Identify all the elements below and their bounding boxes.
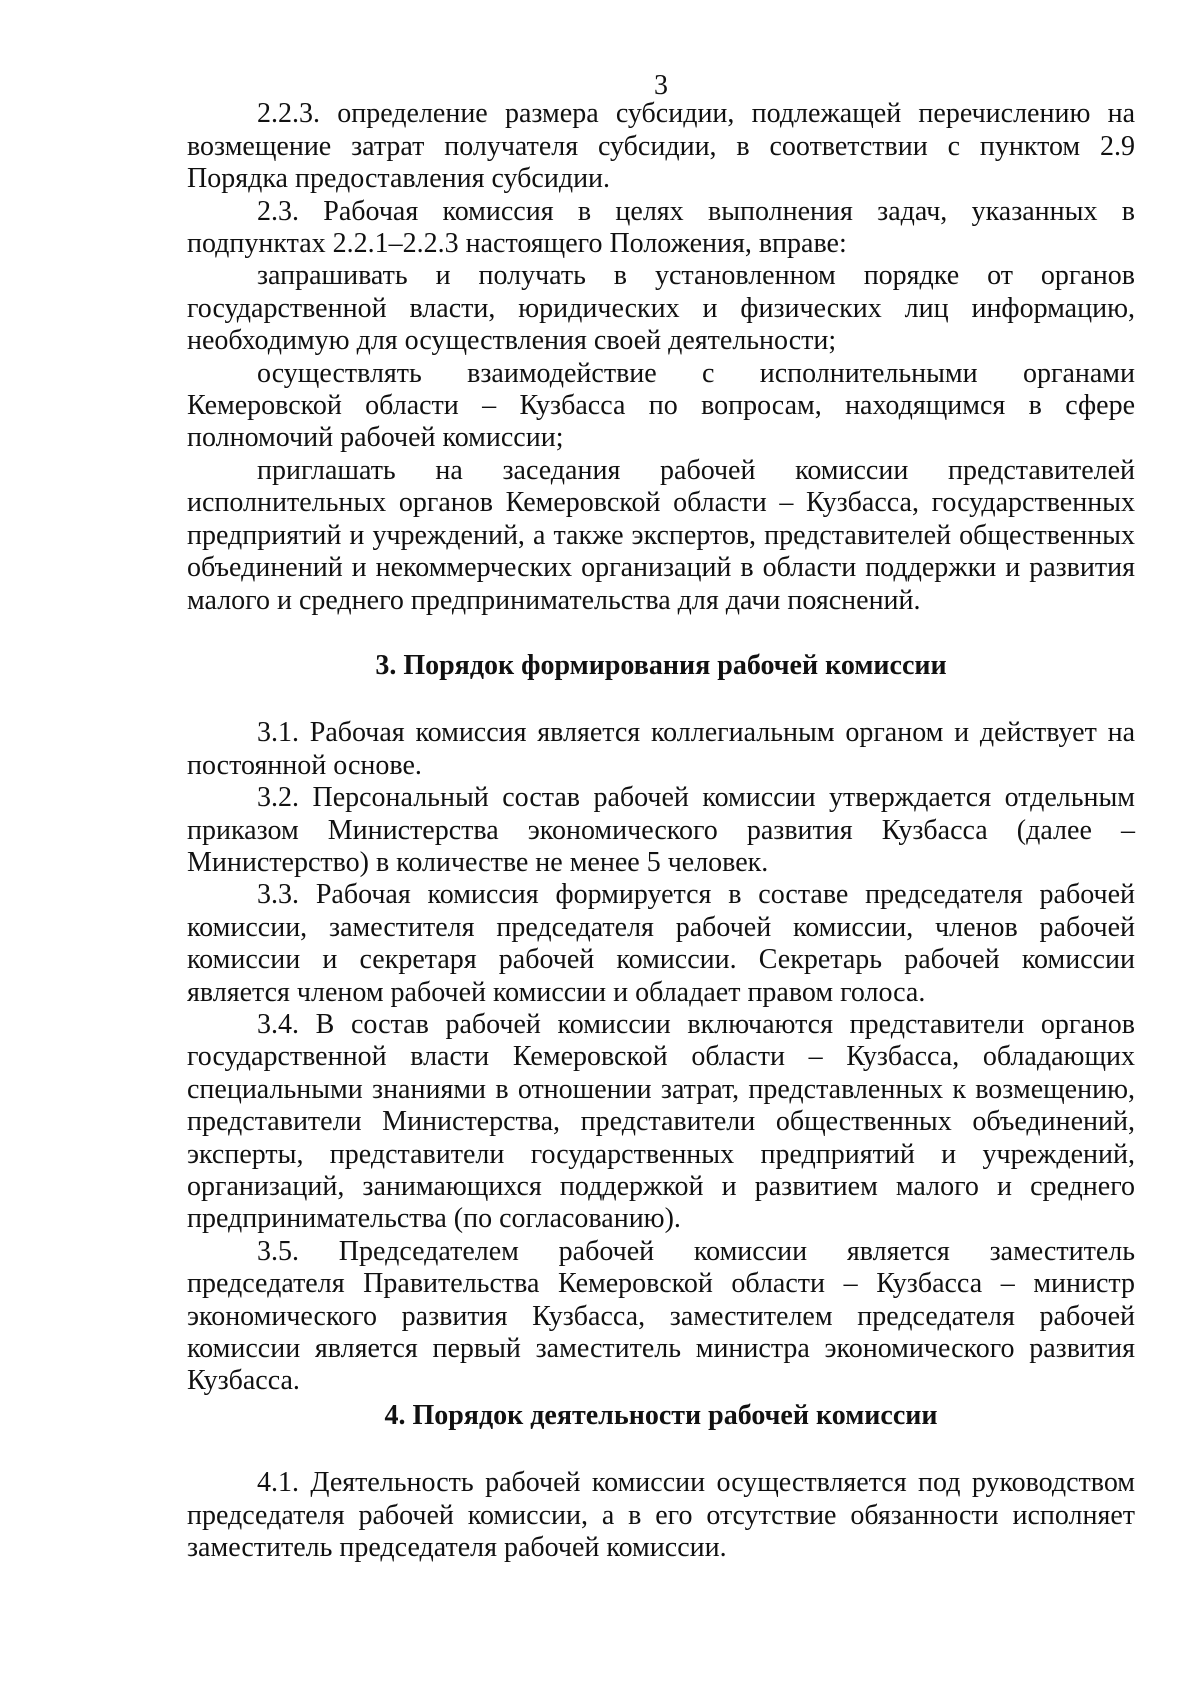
paragraph-2-2-3: 2.2.3. определение размера субсидии, подлежащей перечислению на возмещение затрат получателя субсидии, в соответствии с пунктом 2.9 Порядка предоставления субсидии. xyxy=(187,98,1135,195)
paragraph-4-1: 4.1. Деятельность рабочей комиссии осуществляется под руководством председателя рабочей комиссии, а в его отсутствие обязанности исполняет заместитель председателя рабочей комиссии. xyxy=(187,1467,1135,1564)
paragraph-3-1: 3.1. Рабочая комиссия является коллегиальным органом и действует на постоянной основе. xyxy=(187,717,1135,781)
paragraph-3-4: 3.4. В состав рабочей комиссии включаются представители органов государственной власти Кемеровской области – Кузбасса, обладающих специальными знаниями в отношении затрат, представленных к возмещению, представители Министерства, представители общественных объединений, эксперты, представители государственных предприятий и учреждений, организаций, занимающихся поддержкой и развитием малого и среднего предпринимательства (по согласованию). xyxy=(187,1008,1135,1235)
paragraph-3-2: 3.2. Персональный состав рабочей комиссии утверждается отдельным приказом Министерства экономического развития Кузбасса (далее – Министерство) в количестве не менее 5 человек. xyxy=(187,782,1135,878)
paragraph-3-3: 3.3. Рабочая комиссия формируется в составе председателя рабочей комиссии, заместителя председателя рабочей комиссии, членов рабочей комиссии и секретаря рабочей комиссии. Секретарь рабочей комиссии является членом рабочей комиссии и обладает правом голоса. xyxy=(187,879,1135,1008)
section-3-heading: 3. Порядок формирования рабочей комиссии xyxy=(375,649,947,681)
right-interaction: осуществлять взаимодействие с исполнительными органами Кемеровской области – Кузбасса по вопросам, находящимся в сфере полномочий рабочей комиссии; xyxy=(187,357,1135,454)
right-invite-representatives: приглашать на заседания рабочей комиссии представителей исполнительных органов Кемеровской области – Кузбасса, государственных предприятий и учреждений, а также экспертов, представителей общественных объединений и некоммерческих организаций в области поддержки и развития малого и среднего предпринимательства для дачи пояснений. xyxy=(187,454,1135,616)
section-4-heading: 4. Порядок деятельности рабочей комиссии xyxy=(384,1399,938,1431)
right-request-information: запрашивать и получать в установленном порядке от органов государственной власти, юридических и физических лиц информацию, необходимую для осуществления своей деятельности; xyxy=(187,260,1135,357)
page-number: 3 xyxy=(654,70,668,101)
paragraph-3-5: 3.5. Председателем рабочей комиссии является заместитель председателя Правительства Кемеровской области – Кузбасса – министр экономического развития Кузбасса, заместителем председателя рабочей комиссии является первый заместитель министра экономического развития Кузбасса. xyxy=(187,1235,1135,1397)
paragraph-2-3: 2.3. Рабочая комиссия в целях выполнения задач, указанных в подпунктах 2.2.1–2.2.3 настоящего Положения, вправе: xyxy=(187,195,1135,260)
